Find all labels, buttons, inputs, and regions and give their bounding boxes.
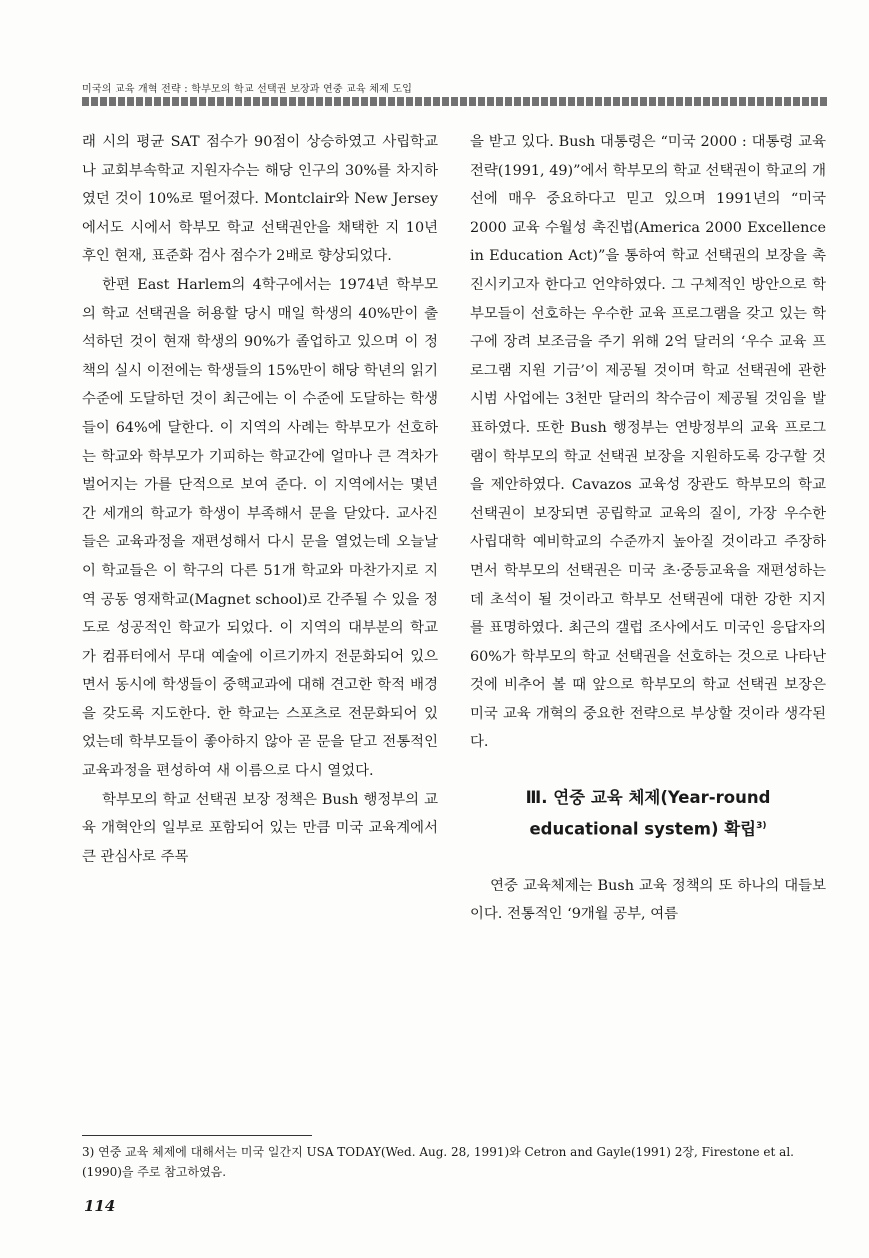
footnote-rule [82, 1135, 312, 1136]
paragraph: 한편 East Harlem의 4학구에서는 1974년 학부모의 학교 선택권을 허용할 당시 매일 학생의 40%만이 출석하던 것이 현재 학생의 90%가 졸업하고 있으며 이 정책의 실시 이전에는 학생들의 15%만이 해당 학년의 읽기 수준에 도달하던 것이 최근에는 이 수준에 도달하는 학생들이 64%에 달한다. 이 지역의 사례는 학부모가 선호하는 학교와 학부모가 기피하는 학교간에 얼마나 큰 격차가 벌어지는 가를 단적으로 보여 준다. 이 지역에서는 몇년간 세개의 학교가 학생이 부족해서 문을 닫았다. 교사진들은 교육과정을 재편성해서 다시 문을 열었는데 오늘날 이 학교들은 이 학구의 다른 51개 학교와 마찬가지로 지역 공동 영재학교(Magnet school)로 간주될 수 있을 정도로 성공적인 학교가 되었다. 이 지역의 대부분의 학교가 컴퓨터에서 무대 예술에 이르기까지 전문화되어 있으면서 동시에 학생들이 중핵교과에 대해 견고한 학적 배경을 갖도록 지도한다. 한 학교는 스포츠로 전문화되어 있었는데 학부모들이 좋아하지 않아 곧 문을 닫고 전통적인 교육과정을 편성하여 새 이름으로 다시 열었다. [82, 276, 438, 780]
section-heading-line [470, 812, 826, 844]
footnote: 3) 연중 교육 체제에 대해서는 미국 일간지 USA TODAY(Wed. Aug. 28, 1991)와 Cetron and Gayle(1991) 2장, Firestone et al.(1990)을 주로 참고하였음. [82, 1145, 794, 1179]
section-heading-line: Ⅲ. 연중 교육 체제(Year-round [525, 788, 771, 808]
paragraph: 을 받고 있다. Bush 대통령은 “미국 2000 : 대통령 교육 전략(1991, 49)”에서 학부모의 학교 선택권이 학교의 개선에 매우 중요하다고 믿고 있으며 1991년의 “미국 2000 교육 수월성 촉진법(America 2000 Excellence in Education Act)”을 통하여 학교 선택권의 보장을 촉진시키고자 한다고 언약하였다. 그 구체적인 방안으로 학부모들이 선호하는 우수한 교육 프로그램을 갖고 있는 학구에 장려 보조금을 주기 위해 2억 달러의 ‘우수 교육 프로그램 지원 기금’이 제공될 것이며 학교 선택권에 관한 시범 사업에는 3천만 달러의 착수금이 제공될 것임을 발표하였다. 또한 Bush 행정부는 연방정부의 교육 프로그램이 학부모의 학교 선택권 보장을 지원하도록 강구할 것을 제안하였다. Cavazos 교육성 장관도 학부모의 학교 선택권이 보장되면 공립학교 교육의 질이, 가장 우수한 사립대학 예비학교의 수준까지 높아질 것이라고 주장하면서 학부모의 선택권은 미국 초·중등교육을 재편성하는 데 초석이 될 것이라고 학부모 선택권에 대한 강한 지지를 표명하였다. 최근의 갤럽 조사에서도 미국인 응답자의 60%가 학부모의 학교 선택권을 선호하는 것으로 나타난 것에 비추어 볼 때 앞으로 학부모의 학교 선택권 보장은 미국 교육 개혁의 중요한 전략으로 부상할 것이라 생각된다. [470, 134, 826, 751]
left-column [82, 128, 438, 871]
right-column [470, 128, 826, 929]
paragraph: 연중 교육체제는 Bush 교육 정책의 또 하나의 대들보이다. 전통적인 ‘9개월 공부, 여름 [470, 877, 826, 923]
footnote-marker: 3) [756, 821, 767, 832]
section-heading [470, 783, 826, 844]
running-head: 미국의 교육 개혁 전략 : 학부모의 학교 선택권 보장과 연중 교육 체제 도입 [82, 84, 413, 95]
header-rule [82, 97, 827, 106]
paragraph: 학부모의 학교 선택권 보장 정책은 Bush 행정부의 교육 개혁안의 일부로 포함되어 있는 만큼 미국 교육계에서 큰 관심사로 주목 [82, 791, 438, 865]
section-heading-text: educational system) 확립 [529, 819, 757, 839]
paragraph: 래 시의 평균 SAT 점수가 90점이 상승하였고 사립학교나 교회부속학교 지원자수는 해당 인구의 30%를 차지하였던 것이 10%로 떨어졌다. Montclair와 New Jersey에서도 시에서 학부모 학교 선택권안을 채택한 지 10년 후인 현재, 표준화 검사 점수가 2배로 향상되었다. [82, 134, 438, 265]
page-number: 114 [84, 1197, 116, 1215]
